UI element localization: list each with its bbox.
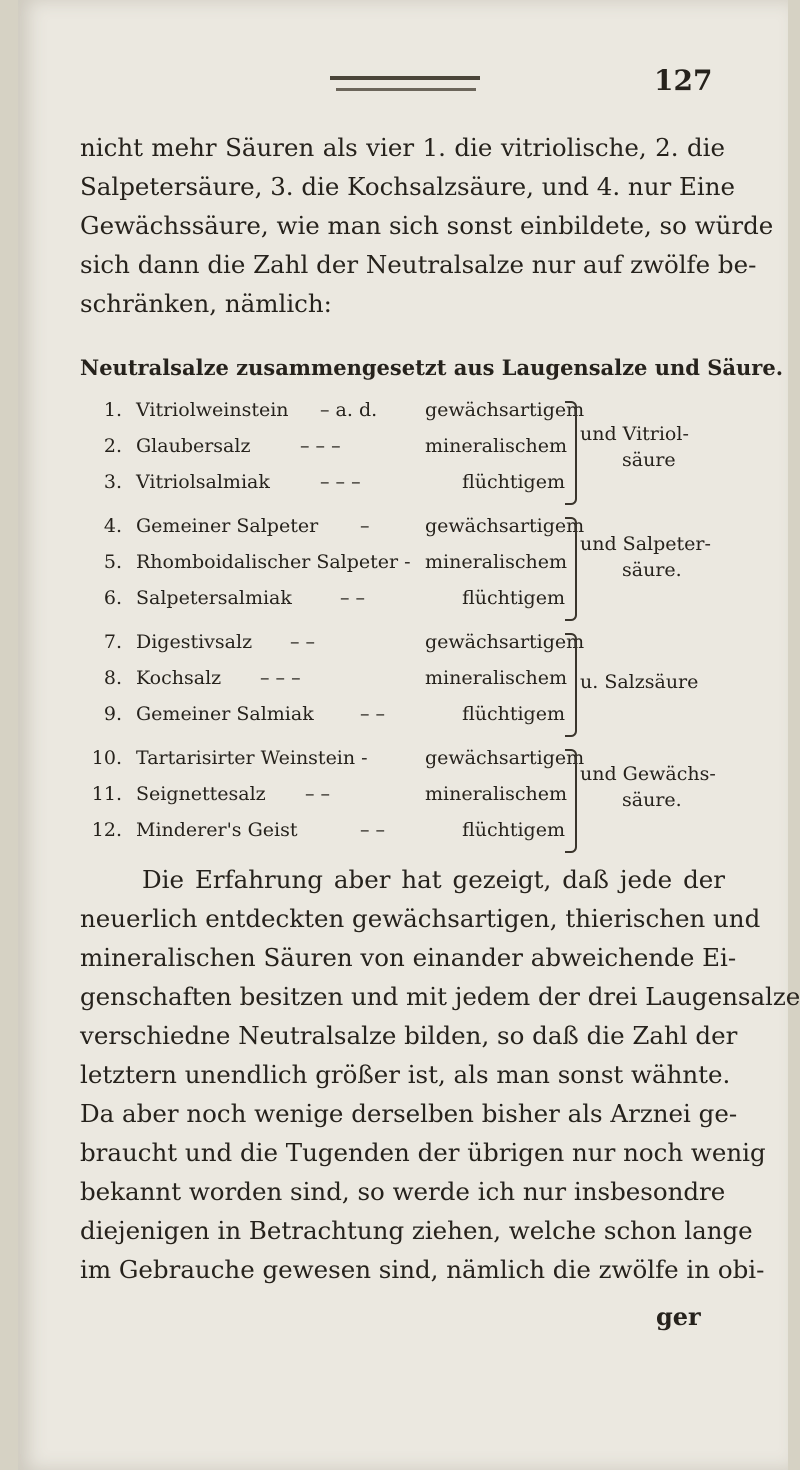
row-dashes: – – – bbox=[300, 435, 341, 457]
book-page bbox=[18, 0, 800, 1470]
text-line: im Gebrauche gewesen sind, nämlich die zwölfe in obi- bbox=[80, 1255, 765, 1284]
row-number: 9. bbox=[103, 703, 122, 725]
alkali-source: mineralischem bbox=[425, 551, 568, 573]
alkali-source: mineralischem bbox=[425, 667, 568, 689]
salt-name: Gemeiner Salpeter bbox=[136, 515, 319, 537]
table-row bbox=[80, 631, 585, 667]
row-number: 7. bbox=[103, 631, 122, 653]
alkali-source: flüchtigem bbox=[462, 471, 565, 493]
header-rule-lower bbox=[336, 88, 476, 91]
acid-group-label bbox=[580, 421, 730, 473]
row-dashes: – bbox=[360, 515, 370, 537]
text-line: neuerlich entdeckten gewächsartigen, thierischen und bbox=[80, 904, 761, 933]
table-row bbox=[80, 471, 580, 507]
group-brace bbox=[565, 633, 577, 737]
row-number: 10. bbox=[91, 747, 122, 769]
text-line: nicht mehr Säuren als vier 1. die vitriolische, 2. die bbox=[80, 133, 725, 162]
table-row bbox=[80, 667, 580, 703]
row-dashes: – – – bbox=[320, 471, 361, 493]
acid-label-line: säure. bbox=[622, 559, 682, 581]
text-line: diejenigen in Betrachtung ziehen, welche schon lange bbox=[80, 1216, 753, 1245]
row-number: 12. bbox=[91, 819, 122, 841]
table-row bbox=[80, 551, 580, 587]
text-line: Die Erfahrung aber hat gezeigt, daß jede der bbox=[142, 865, 725, 894]
text-line: genschaften besitzen und mit jedem der drei Laugensalze bbox=[80, 982, 800, 1011]
table-row bbox=[80, 783, 580, 819]
alkali-source: gewächsartigem bbox=[425, 515, 585, 537]
table-row bbox=[80, 819, 580, 855]
acid-group-label bbox=[580, 761, 730, 813]
table-row bbox=[80, 703, 580, 739]
row-number: 2. bbox=[103, 435, 122, 457]
row-number: 8. bbox=[103, 667, 122, 689]
table-row bbox=[80, 435, 580, 471]
text-line: bekannt worden sind, so werde ich nur insbesondre bbox=[80, 1177, 726, 1206]
alkali-source: flüchtigem bbox=[462, 819, 565, 841]
table-row bbox=[80, 515, 585, 551]
alkali-source: mineralischem bbox=[425, 783, 568, 805]
row-dashes: – – bbox=[360, 703, 386, 725]
table-row bbox=[80, 747, 585, 783]
salt-name: Minderer's Geist bbox=[136, 819, 298, 841]
text-line: mineralischen Säuren von einander abweichende Ei- bbox=[80, 943, 737, 972]
acid-label-line: säure. bbox=[622, 789, 682, 811]
row-number: 3. bbox=[103, 471, 122, 493]
group-brace bbox=[565, 749, 577, 853]
row-dashes: – – bbox=[340, 587, 366, 609]
row-number: 11. bbox=[91, 783, 122, 805]
acid-label-line: und Gewächs- bbox=[580, 763, 716, 785]
acid-group-label bbox=[580, 669, 730, 695]
alkali-source: gewächsartigem bbox=[425, 631, 585, 653]
alkali-source: flüchtigem bbox=[462, 587, 565, 609]
text-line: schränken, nämlich: bbox=[80, 289, 332, 318]
row-number: 1. bbox=[103, 399, 122, 421]
alkali-source: mineralischem bbox=[425, 435, 568, 457]
row-number: 6. bbox=[103, 587, 122, 609]
text-line: Gewächssäure, wie man sich sonst einbildete, so würde bbox=[80, 211, 774, 240]
salt-name: Gemeiner Salmiak bbox=[136, 703, 314, 725]
text-line: braucht und die Tugenden der übrigen nur noch wenig bbox=[80, 1138, 766, 1167]
table-heading: Neutralsalze zusammengesetzt aus Laugensalze und Säure. bbox=[80, 355, 784, 380]
intro-paragraph bbox=[80, 128, 774, 323]
text-line: letztern unendlich größer ist, als man sonst wähnte. bbox=[80, 1060, 731, 1089]
acid-label-line: u. Salzsäure bbox=[580, 671, 699, 693]
salt-name: Digestivsalz bbox=[136, 631, 253, 653]
table-row bbox=[80, 399, 585, 435]
row-dashes: – – – bbox=[260, 667, 301, 689]
group-brace bbox=[565, 401, 577, 505]
header-rule bbox=[330, 76, 480, 80]
row-dashes: – – bbox=[305, 783, 331, 805]
salt-name: Tartarisirter Weinstein - bbox=[136, 747, 368, 769]
salt-name: Kochsalz bbox=[136, 667, 222, 689]
salt-name: Vitriolsalmiak bbox=[136, 471, 270, 493]
salt-name: Vitriolweinstein bbox=[136, 399, 289, 421]
row-number: 5. bbox=[103, 551, 122, 573]
acid-label-line: und Vitriol- bbox=[580, 423, 689, 445]
salt-name: Salpetersalmiak bbox=[136, 587, 292, 609]
main-paragraph bbox=[80, 860, 800, 1289]
salt-name: Seignettesalz bbox=[136, 783, 266, 805]
acid-label-line: und Salpeter- bbox=[580, 533, 711, 555]
acid-label-line: säure bbox=[622, 449, 676, 471]
page-number: 127 bbox=[654, 64, 713, 97]
text-line: Da aber noch wenige derselben bisher als Arznei ge- bbox=[80, 1099, 738, 1128]
text-line: sich dann die Zahl der Neutralsalze nur auf zwölfe be- bbox=[80, 250, 757, 279]
text-line: verschiedne Neutralsalze bilden, so daß die Zahl der bbox=[80, 1021, 738, 1050]
row-dashes: – – bbox=[290, 631, 316, 653]
catchword: ger bbox=[656, 1302, 701, 1331]
alkali-source: gewächsartigem bbox=[425, 747, 585, 769]
group-brace bbox=[565, 517, 577, 621]
salt-name: Glaubersalz bbox=[136, 435, 251, 457]
row-dashes: – – bbox=[360, 819, 386, 841]
acid-group-label bbox=[580, 531, 730, 583]
row-dashes: – a. d. bbox=[320, 399, 378, 421]
alkali-source: flüchtigem bbox=[462, 703, 565, 725]
row-number: 4. bbox=[103, 515, 122, 537]
text-line: Salpetersäure, 3. die Kochsalzsäure, und 4. nur Eine bbox=[80, 172, 735, 201]
table-row bbox=[80, 587, 580, 623]
alkali-source: gewächsartigem bbox=[425, 399, 585, 421]
salt-name: Rhomboidalischer Salpeter - bbox=[136, 551, 411, 573]
